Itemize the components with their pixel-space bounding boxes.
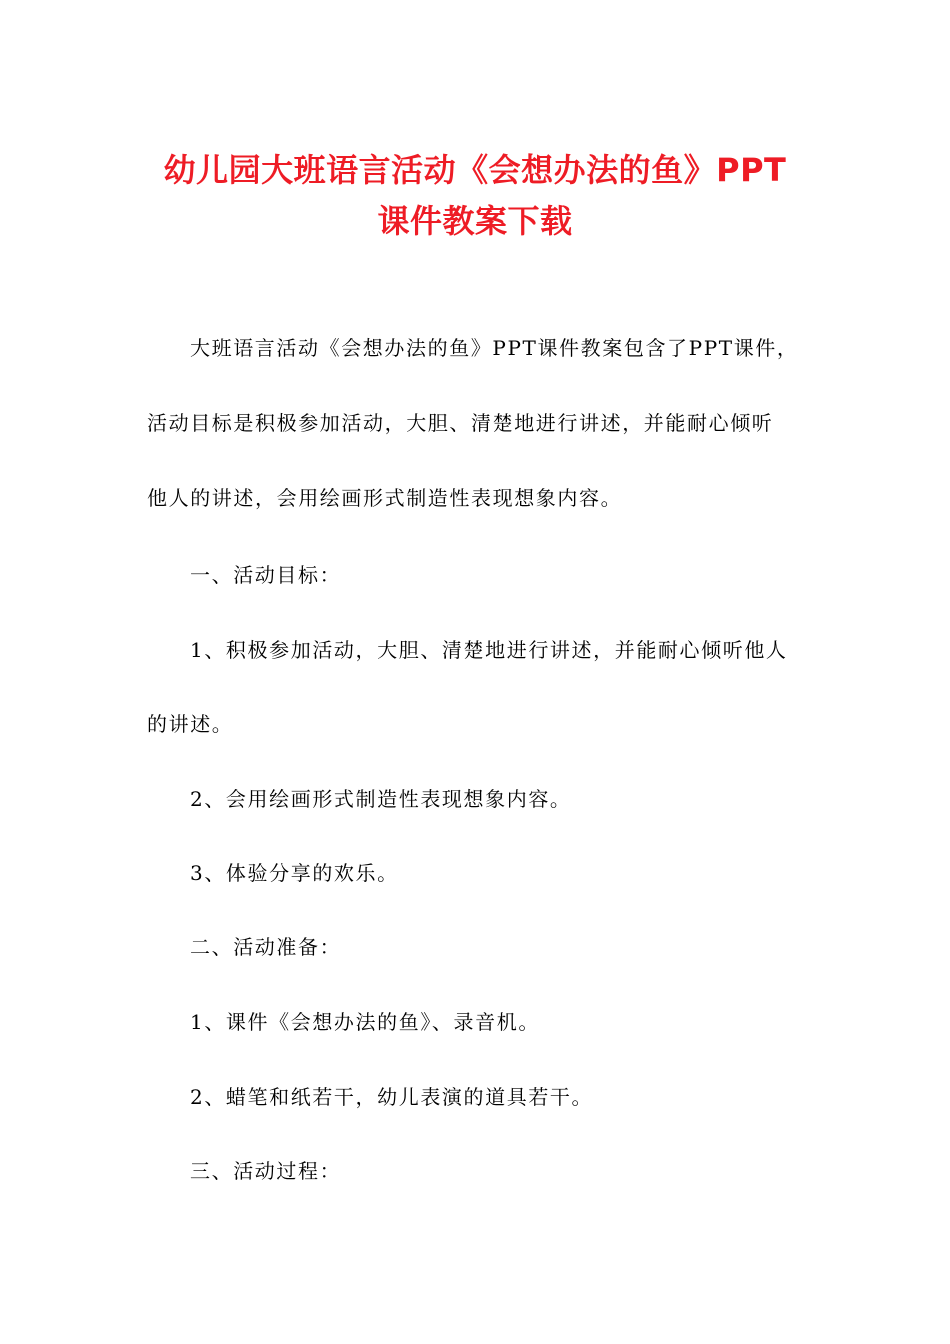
preparation-item-1: 1、课件《会想办法的鱼》、录音机。 bbox=[190, 1010, 540, 1034]
section-heading-preparation: 二、活动准备： bbox=[190, 935, 342, 959]
intro-paragraph-line-1: 大班语言活动《会想办法的鱼》PPT课件教案包含了PPT课件， bbox=[190, 336, 799, 360]
section-heading-goals: 一、活动目标： bbox=[190, 563, 342, 587]
document-title-line-1: 幼儿园大班语言活动《会想办法的鱼》PPT bbox=[163, 151, 787, 189]
section-heading-process: 三、活动过程： bbox=[190, 1159, 342, 1183]
goal-item-1-line-1: 1、积极参加活动，大胆、清楚地进行讲述，并能耐心倾听他人 bbox=[190, 638, 788, 662]
intro-paragraph-line-2: 活动目标是积极参加活动，大胆、清楚地进行讲述，并能耐心倾听 bbox=[147, 411, 774, 435]
document-title-line-2: 课件教案下载 bbox=[377, 202, 573, 240]
goal-item-1-line-2: 的讲述。 bbox=[147, 712, 234, 736]
intro-paragraph-line-3: 他人的讲述，会用绘画形式制造性表现想象内容。 bbox=[147, 486, 623, 510]
preparation-item-2: 2、蜡笔和纸若干，幼儿表演的道具若干。 bbox=[190, 1085, 594, 1109]
goal-item-3: 3、体验分享的欢乐。 bbox=[190, 861, 399, 885]
goal-item-2: 2、会用绘画形式制造性表现想象内容。 bbox=[190, 787, 572, 811]
